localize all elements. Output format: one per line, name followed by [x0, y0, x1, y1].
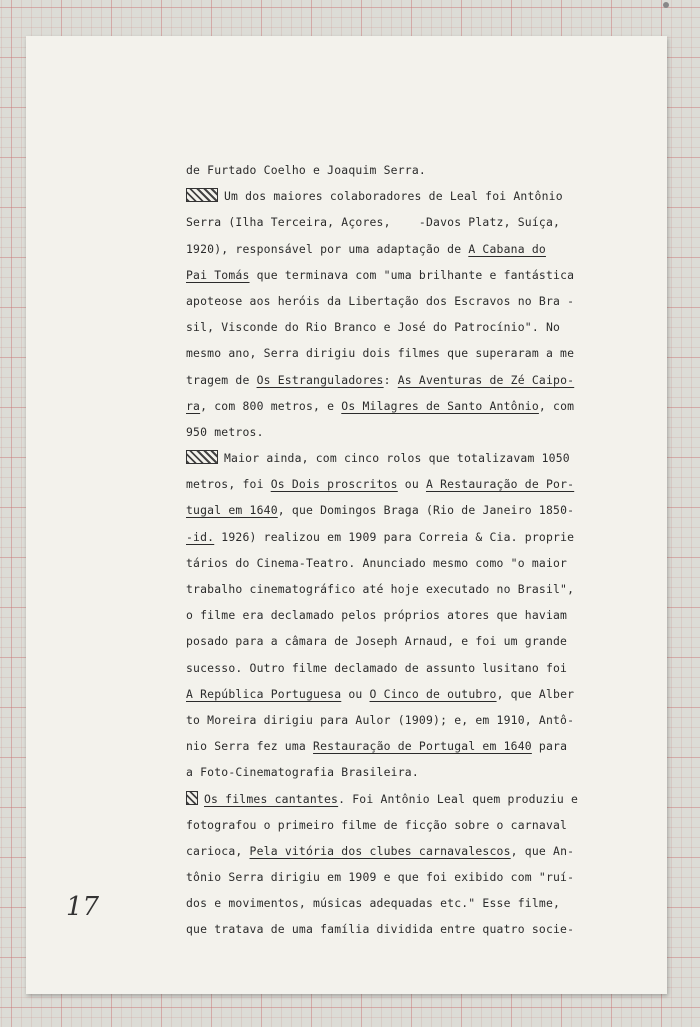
text-segment: to Moreira dirigiu para Aulor (1909); e, em 1910, Antô-: [186, 712, 575, 727]
text-segment: dos e movimentos, músicas adequadas etc." Esse filme,: [186, 896, 561, 911]
text-segment: a Foto-Cinematografia Brasileira.: [186, 765, 419, 780]
underlined-title: Pai Tomás: [186, 267, 250, 282]
text-segment: , com: [538, 398, 575, 413]
underlined-title: -id.: [186, 529, 215, 544]
text-segment: fotografou o primeiro filme de ficção sobre o carnaval: [186, 817, 568, 832]
text-segment: ou: [397, 477, 426, 492]
text-line: [186, 838, 631, 864]
text-line: [186, 681, 631, 707]
text-segment: que tratava de uma família dividida entre quatro socie-: [186, 922, 575, 937]
text-line: [186, 340, 631, 366]
text-line: [186, 628, 631, 654]
underlined-title: Os Estranguladores: [256, 372, 384, 387]
text-line: [186, 497, 631, 523]
text-segment: de Furtado Coelho e Joaquim Serra.: [186, 163, 426, 177]
text-line: [186, 367, 631, 393]
struck-out-mark-icon: [186, 188, 218, 202]
text-segment: ou: [341, 686, 370, 701]
manuscript-body: [186, 157, 631, 943]
text-line: [186, 393, 631, 419]
text-segment: . Foi Antônio Leal quem produziu e: [338, 791, 579, 806]
text-line: [186, 236, 631, 262]
text-segment: , que Alber: [496, 686, 575, 701]
text-segment: trabalho cinematográfico até hoje executado no Brasil",: [186, 582, 575, 596]
text-line: [186, 419, 631, 445]
underlined-title: ra: [186, 398, 201, 413]
text-line: [186, 759, 631, 785]
underlined-title: Os Dois proscritos: [270, 477, 398, 492]
underlined-title: tugal em 1640: [186, 503, 278, 518]
text-line: [186, 183, 631, 209]
text-line: [186, 262, 631, 288]
text-line: [186, 864, 631, 890]
text-segment: sil, Visconde do Rio Branco e José do Patrocínio". No: [186, 320, 561, 335]
text-line: [186, 288, 631, 314]
text-segment: , que Domingos Braga (Rio de Janeiro 1850-: [277, 503, 575, 518]
underlined-title: A Cabana do: [468, 241, 546, 256]
underlined-title: Restauração de Portugal em 1640: [313, 739, 532, 754]
text-line: [186, 916, 631, 942]
text-segment: sucesso. Outro filme declamado de assunto lusitano foi: [186, 660, 568, 675]
text-segment: posado para a câmara de Joseph Arnaud, e foi um grande: [186, 634, 568, 649]
text-segment: carioca,: [186, 843, 250, 858]
text-segment: tários do Cinema-Teatro. Anunciado mesmo como "o maior: [186, 555, 568, 570]
text-segment: tônio Serra dirigiu em 1909 e que foi exibido com "ruí-: [186, 870, 575, 885]
text-line: [186, 812, 631, 838]
underlined-title: Os Milagres de Santo Antônio: [341, 398, 539, 413]
text-segment: 1926) realizou em 1909 para Correia & Cia. proprie: [214, 529, 575, 544]
text-segment: para: [531, 739, 568, 754]
text-line: [186, 576, 631, 602]
underlined-title: Pela vitória dos clubes carnavalescos: [249, 843, 511, 858]
text-line: [186, 655, 631, 681]
text-line: [186, 786, 631, 812]
text-line: [186, 550, 631, 576]
text-segment: :: [383, 372, 398, 387]
text-line: [186, 890, 631, 916]
text-line: [186, 445, 631, 471]
text-segment: Maior ainda, com cinco rolos que totalizavam 1050: [224, 451, 570, 466]
text-line: [186, 602, 631, 628]
text-segment: que terminava com "uma brilhante e fantástica: [249, 267, 575, 282]
struck-out-mark-icon: [186, 450, 218, 464]
underlined-title: A República Portuguesa: [186, 686, 342, 701]
text-segment: o filme era declamado pelos próprios atores que haviam: [186, 608, 568, 623]
pin-hole: [663, 2, 669, 8]
text-segment: mesmo ano, Serra dirigiu dois filmes que superaram a me: [186, 346, 575, 361]
text-line: [186, 157, 631, 183]
text-segment: metros, foi: [186, 477, 271, 492]
page-number: 17: [66, 892, 100, 922]
text-line: [186, 314, 631, 340]
text-line: [186, 471, 631, 497]
underlined-title: O Cinco de outubro: [369, 686, 497, 701]
text-segment: , que An-: [510, 843, 575, 858]
underlined-title: A Restauração de Por-: [425, 477, 575, 492]
text-segment: apoteose aos heróis da Libertação dos Escravos no Bra -: [186, 293, 575, 308]
text-segment: 950 metros.: [186, 424, 264, 439]
text-segment: tragem de: [186, 372, 257, 387]
text-segment: 1920), responsável por uma adaptação de: [186, 241, 469, 256]
text-segment: nio Serra fez uma: [186, 739, 314, 754]
text-line: [186, 524, 631, 550]
text-segment: Um dos maiores colaboradores de Leal foi Antônio: [224, 189, 563, 204]
text-line: [186, 707, 631, 733]
underlined-title: As Aventuras de Zé Caipo-: [397, 372, 575, 387]
text-line: [186, 209, 631, 235]
underlined-title: Os filmes cantantes: [204, 791, 339, 806]
struck-out-mark-icon: [186, 791, 198, 805]
text-line: [186, 733, 631, 759]
text-segment: , com 800 metros, e: [200, 398, 342, 413]
text-segment: Serra (Ilha Terceira, Açores, -Davos Platz, Suíça,: [186, 215, 561, 230]
